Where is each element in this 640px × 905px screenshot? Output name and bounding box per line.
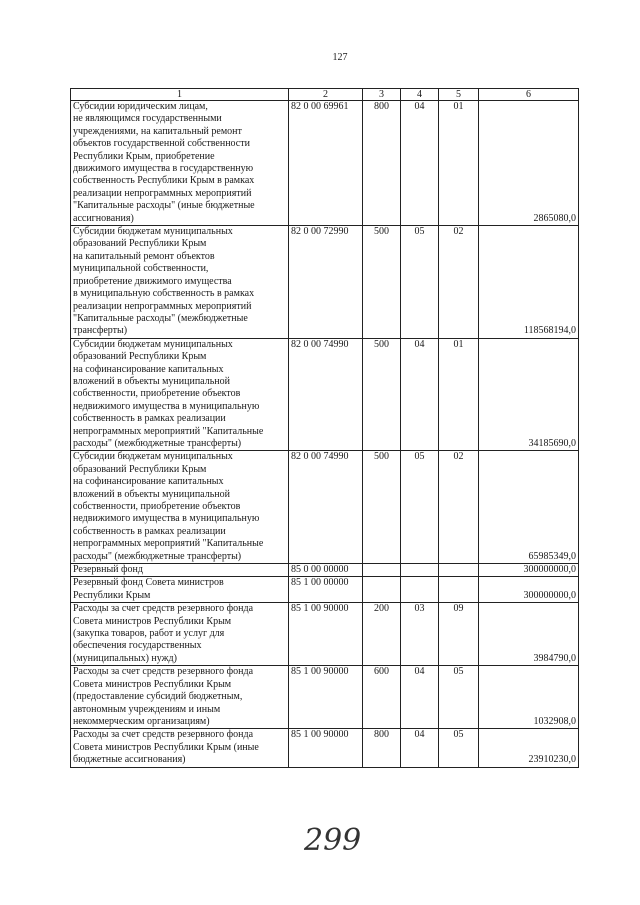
row-subsection: 05 [439,729,479,767]
row-amount: 1032908,0 [479,666,579,729]
row-expense-type: 200 [363,603,401,666]
row-subsection [439,577,479,603]
row-code: 85 1 00 90000 [289,729,363,767]
table-row [71,338,579,451]
header-col-3: 3 [363,89,401,101]
table-row [71,226,579,339]
table-row [71,729,579,767]
row-expense-type: 500 [363,338,401,451]
row-code: 85 1 00 90000 [289,666,363,729]
row-description: Расходы за счет средств резервного фонда Совета министров Республики Крым (закупка товаров, работ и услуг для обеспечения государственных (муниципальных) нужд) [71,603,289,666]
row-code: 85 1 00 00000 [289,577,363,603]
page-number: 127 [332,52,348,63]
row-subsection: 09 [439,603,479,666]
row-description: Субсидии юридическим лицам, не являющимся государственными учреждениями, на капитальный ремонт объектов государственной собственности Республики Крым, приобретение движимого имущества в государственную собственность Республики Крым в рамках реализации непрограммных мероприятий "Капитальные расходы" (иные бюджетные ассигнования) [71,101,289,226]
row-expense-type: 500 [363,226,401,339]
row-section: 04 [401,101,439,226]
row-subsection [439,564,479,577]
row-amount: 2865080,0 [479,101,579,226]
row-section: 05 [401,226,439,339]
row-amount: 118568194,0 [479,226,579,339]
row-expense-type: 800 [363,101,401,226]
row-amount: 300000000,0 [479,564,579,577]
row-section: 03 [401,603,439,666]
row-expense-type [363,564,401,577]
row-subsection: 01 [439,338,479,451]
handwritten-page-number [300,818,380,858]
row-section: 04 [401,729,439,767]
row-code: 82 0 00 69961 [289,101,363,226]
row-description: Субсидии бюджетам муниципальных образований Республики Крым на софинансирование капитальных вложений в объекты муниципальной собственности, приобретение объектов недвижимого имущества в муниципальную собственность в рамках реализации непрограммных мероприятий "Капитальные расходы" (межбюджетные трансферты) [71,451,289,564]
row-amount: 23910230,0 [479,729,579,767]
row-section [401,577,439,603]
row-subsection: 01 [439,101,479,226]
row-description: Субсидии бюджетам муниципальных образований Республики Крым на софинансирование капитальных вложений в объекты муниципальной собственности, приобретение объектов недвижимого имущества в муниципальную собственность в рамках реализации непрограммных мероприятий "Капитальные расходы" (межбюджетные трансферты) [71,338,289,451]
budget-table [70,88,579,768]
table-row [71,666,579,729]
row-expense-type: 800 [363,729,401,767]
table-row [71,101,579,226]
table-row [71,577,579,603]
row-code: 82 0 00 74990 [289,338,363,451]
table-row [71,603,579,666]
row-section: 04 [401,338,439,451]
row-description: Субсидии бюджетам муниципальных образований Республики Крым на капитальный ремонт объектов муниципальной собственности, приобретение движимого имущества в муниципальную собственность в рамках реализации непрограммных мероприятий "Капитальные расходы" (межбюджетные трансферты) [71,226,289,339]
header-col-4: 4 [401,89,439,101]
header-col-5: 5 [439,89,479,101]
row-subsection: 02 [439,451,479,564]
row-code: 82 0 00 72990 [289,226,363,339]
table-header-row [71,89,579,101]
header-col-1: 1 [71,89,289,101]
row-expense-type [363,577,401,603]
row-code: 82 0 00 74990 [289,451,363,564]
row-description: Резервный фонд [71,564,289,577]
row-amount: 3984790,0 [479,603,579,666]
row-amount: 34185690,0 [479,338,579,451]
row-description: Резервный фонд Совета министров Республики Крым [71,577,289,603]
row-description: Расходы за счет средств резервного фонда Совета министров Республики Крым (предоставление субсидий бюджетным, автономным учреждениям и иным некоммерческим организациям) [71,666,289,729]
row-section: 05 [401,451,439,564]
row-amount: 300000000,0 [479,577,579,603]
row-code: 85 1 00 90000 [289,603,363,666]
handwritten-page-number-text: 299 [304,823,362,858]
header-col-6: 6 [479,89,579,101]
row-subsection: 02 [439,226,479,339]
row-expense-type: 600 [363,666,401,729]
table-row [71,451,579,564]
row-expense-type: 500 [363,451,401,564]
row-description: Расходы за счет средств резервного фонда Совета министров Республики Крым (иные бюджетные ассигнования) [71,729,289,767]
row-section: 04 [401,666,439,729]
header-col-2: 2 [289,89,363,101]
row-code: 85 0 00 00000 [289,564,363,577]
row-section [401,564,439,577]
row-subsection: 05 [439,666,479,729]
table-row [71,564,579,577]
row-amount: 65985349,0 [479,451,579,564]
